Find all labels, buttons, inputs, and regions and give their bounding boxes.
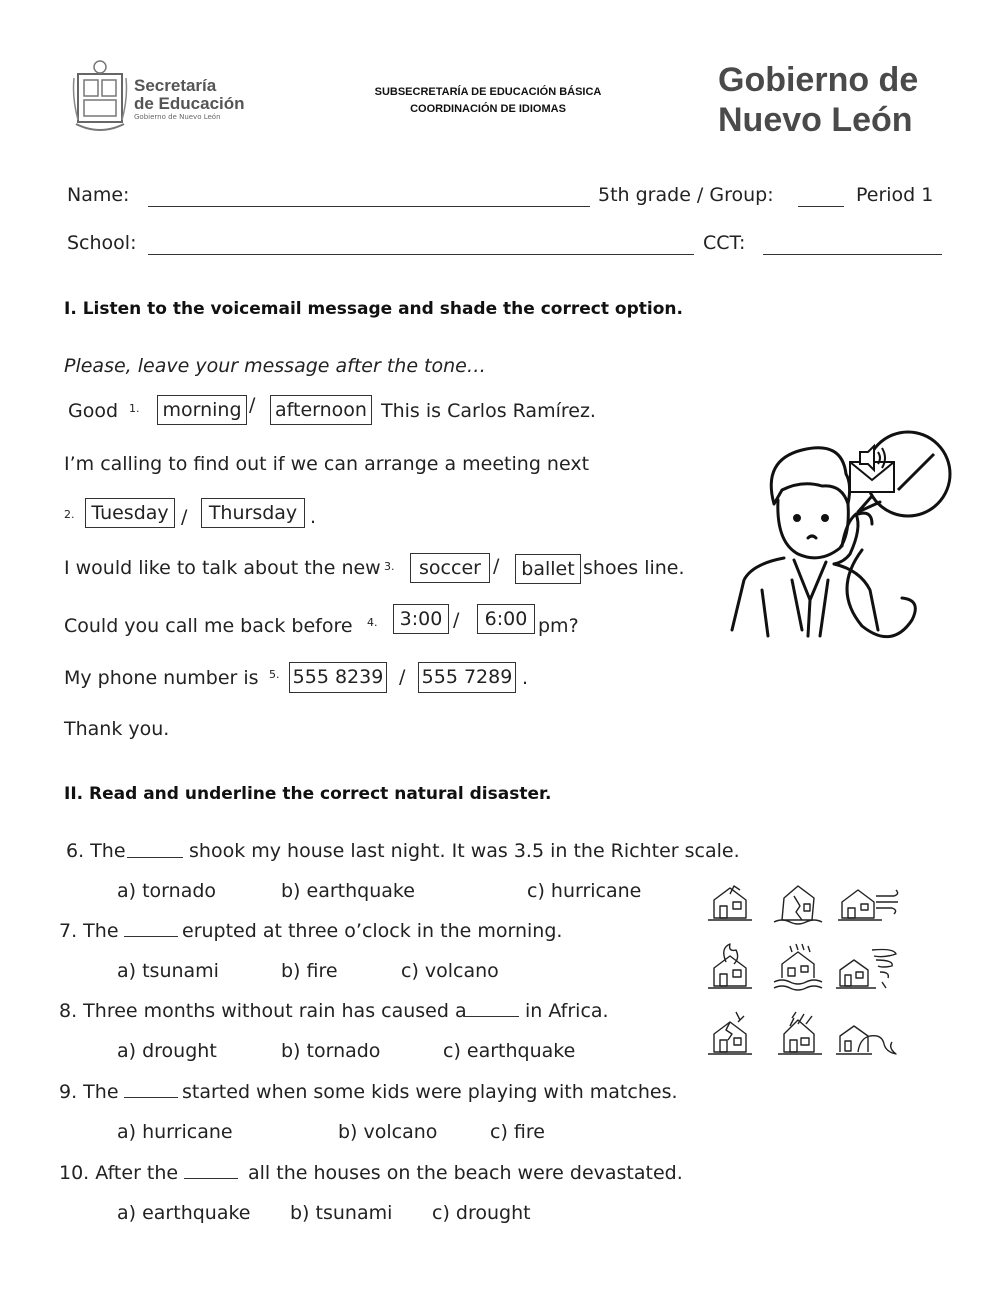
q7-option-a[interactable]: a) tsunami (117, 960, 219, 982)
q7-number: 7. The (59, 920, 119, 942)
person-on-phone-icon (722, 430, 954, 655)
q1-number: 1. (129, 402, 140, 415)
q3-option-soccer[interactable]: soccer (410, 553, 490, 583)
coat-of-arms-icon (72, 58, 128, 136)
q7-option-c[interactable]: c) volcano (401, 960, 499, 982)
house-wind-icon (838, 890, 898, 920)
q9-option-c[interactable]: c) fire (490, 1121, 545, 1143)
q2-after: . (310, 506, 317, 528)
center-line1: SUBSECRETARÍA DE EDUCACIÓN BÁSICA (374, 86, 602, 98)
q2-separator: / (181, 506, 188, 528)
q6-option-c[interactable]: c) hurricane (527, 880, 642, 902)
q3-after: shoes line. (583, 557, 685, 579)
q4-option-6-00[interactable]: 6:00 (477, 604, 535, 634)
q10-option-b[interactable]: b) tsunami (290, 1202, 393, 1224)
q8-option-a[interactable]: a) drought (117, 1040, 217, 1062)
q8-option-b[interactable]: b) tornado (281, 1040, 381, 1062)
house-cracked-icon (708, 1012, 752, 1054)
q5-after: . (522, 667, 529, 689)
school-label: School: (67, 232, 137, 254)
school-field[interactable] (148, 254, 694, 255)
q9-number: 9. The (59, 1081, 119, 1103)
q9-blank (124, 1097, 178, 1098)
q3-number: 3. (384, 560, 395, 573)
q10-option-c[interactable]: c) drought (432, 1202, 531, 1224)
header-center (330, 84, 646, 118)
name-label: Name: (67, 184, 130, 206)
q1-option-afternoon[interactable]: afternoon (270, 395, 372, 425)
secretaria-line1: Secretaría (134, 76, 217, 95)
q1-separator: / (249, 394, 256, 416)
voicemail-intro: Please, leave your message after the tone… (64, 355, 486, 377)
q8-blank (465, 1016, 519, 1017)
period-label: Period 1 (856, 184, 934, 206)
q6-option-a[interactable]: a) tornado (117, 880, 217, 902)
disaster-icons-grid (700, 880, 910, 1065)
grade-label: 5th grade / Group: (598, 184, 774, 206)
q3-separator: / (493, 555, 500, 577)
q2-option-tuesday[interactable]: Tuesday (85, 498, 175, 528)
q4-before: Could you call me back before (64, 615, 353, 637)
q6-text: shook my house last night. It was 3.5 in the Richter scale. (189, 840, 740, 862)
q1-after: This is Carlos Ramírez. (381, 400, 596, 422)
good-text: Good (68, 400, 119, 422)
house-fire-icon (708, 944, 752, 988)
q5-option-555-8239[interactable]: 555 8239 (289, 662, 387, 693)
q5-before: My phone number is (64, 667, 259, 689)
q6-blank (127, 857, 183, 858)
section2-title: II. Read and underline the correct natural disaster. (64, 784, 552, 804)
gov-line1: Gobierno de (718, 61, 919, 99)
secretaria-sub: Gobierno de Nuevo León (134, 113, 221, 121)
q7-blank (124, 936, 178, 937)
q2-option-thursday[interactable]: Thursday (201, 498, 305, 528)
secretaria-line2: de Educación (134, 94, 245, 113)
house-tornado-icon (836, 950, 896, 989)
center-line2: COORDINACIÓN DE IDIOMAS (410, 103, 566, 115)
q4-after: pm? (538, 615, 579, 637)
cct-field[interactable] (763, 254, 942, 255)
house-tsunami-icon (836, 1026, 896, 1054)
q10-option-a[interactable]: a) earthquake (117, 1202, 251, 1224)
house-flood-icon (774, 944, 822, 990)
q4-option-3-00[interactable]: 3:00 (393, 604, 449, 634)
q10-text: all the houses on the beach were devastated. (248, 1162, 683, 1184)
gov-line2: Nuevo León (718, 101, 913, 139)
calling-text: I’m calling to find out if we can arrange a meeting next (64, 453, 590, 475)
q5-separator: / (399, 666, 406, 688)
house-earthquake-icon (774, 886, 822, 924)
q9-option-b[interactable]: b) volcano (338, 1121, 438, 1143)
gov-title (718, 60, 918, 140)
q6-option-b[interactable]: b) earthquake (281, 880, 415, 902)
group-field[interactable] (798, 206, 844, 207)
q2-number: 2. (64, 508, 75, 521)
house-damage-icon (708, 886, 752, 920)
q5-option-555-7289[interactable]: 555 7289 (418, 662, 516, 693)
q3-before: I would like to talk about the new (64, 557, 381, 579)
thanks-text: Thank you. (64, 718, 170, 740)
q8-number: 8. Three months without rain has caused a (59, 1000, 467, 1022)
q8-option-c[interactable]: c) earthquake (443, 1040, 576, 1062)
q4-separator: / (453, 609, 460, 631)
q10-blank (184, 1178, 238, 1179)
house-collapsed-icon (778, 1012, 822, 1054)
q7-option-b[interactable]: b) fire (281, 960, 338, 982)
q1-option-morning[interactable]: morning (157, 395, 247, 425)
section1-title: I. Listen to the voicemail message and shade the correct option. (64, 299, 683, 319)
q9-text: started when some kids were playing with matches. (182, 1081, 678, 1103)
q9-option-a[interactable]: a) hurricane (117, 1121, 233, 1143)
q8-text: in Africa. (525, 1000, 609, 1022)
q10-number: 10. After the (59, 1162, 179, 1184)
q7-text: erupted at three o’clock in the morning. (182, 920, 563, 942)
q4-number: 4. (367, 616, 378, 629)
q6-number: 6. The (66, 840, 126, 862)
name-field[interactable] (148, 206, 590, 207)
q3-option-ballet[interactable]: ballet (515, 554, 581, 584)
q5-number: 5. (269, 668, 280, 681)
cct-label: CCT: (703, 232, 746, 254)
